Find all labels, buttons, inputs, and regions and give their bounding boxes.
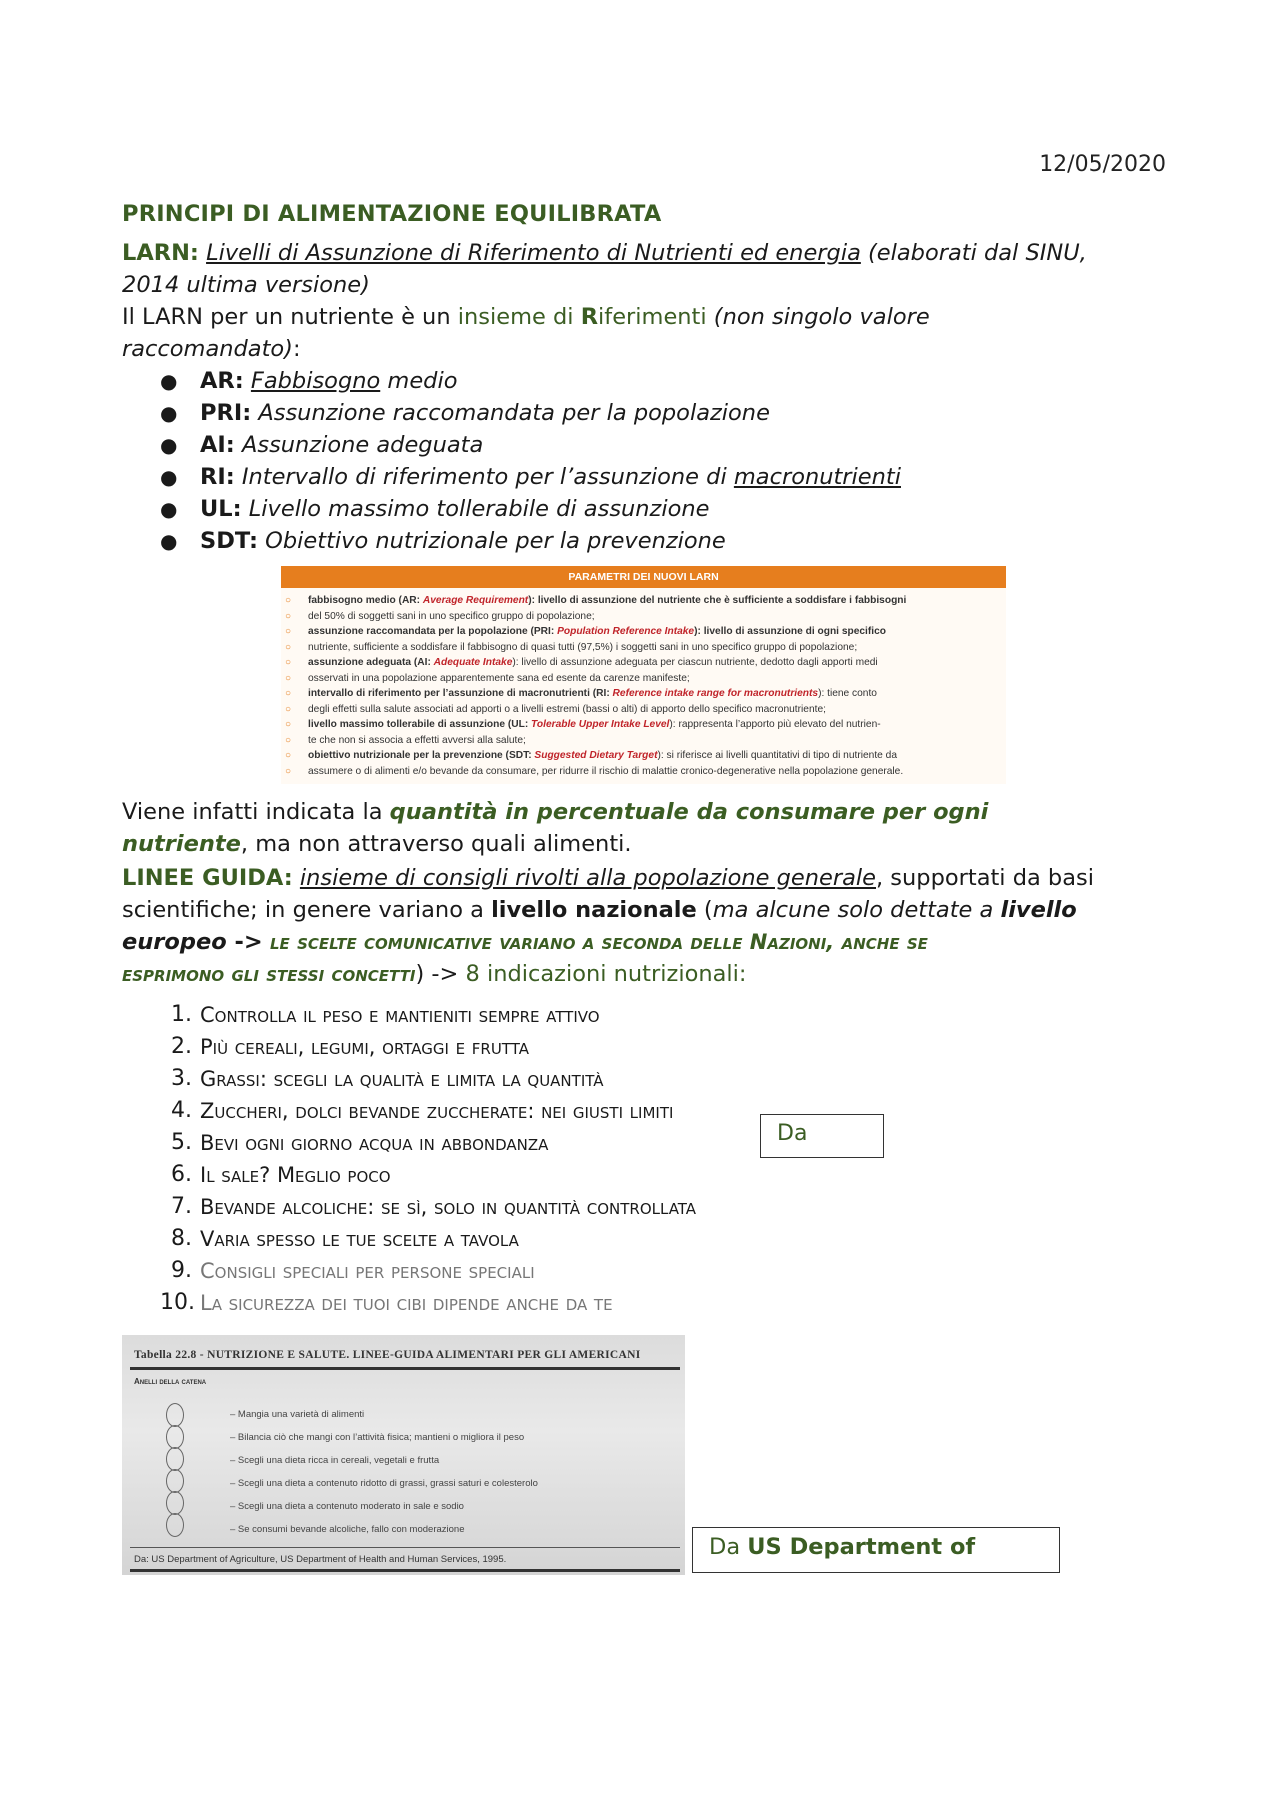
- bullet-icon: ●: [160, 529, 178, 553]
- linee-guida-paragraph: [122, 862, 1162, 990]
- us-table-title: Tabella 22.8 - NUTRIZIONE E SALUTE. LINEE-GUIDA ALIMENTARI PER GLI AMERICANI: [134, 1349, 641, 1361]
- larn-sentence-note-2: raccomandato): [122, 336, 293, 362]
- us-table-subtitle: Anelli della catena: [134, 1377, 207, 1386]
- ring-icon: ○ ○: [285, 688, 292, 715]
- list-item: 9. Consigli speciali per persone speciali: [171, 1258, 535, 1283]
- stessi-concetti: esprimono gli stessi concetti: [122, 962, 416, 986]
- list-item: [160, 429, 901, 461]
- larn-table-body: [281, 588, 1006, 779]
- comment-box[interactable]: Da: [760, 1114, 884, 1158]
- quantity-bold-1: quantità in percentuale da consumare per ogni: [389, 799, 989, 825]
- bullet-key: PRI:: [200, 400, 252, 426]
- document-date: 12/05/2020: [1039, 152, 1166, 177]
- bullet-text: Assunzione raccomandata per la popolazione: [258, 400, 770, 426]
- table-row: ○ ○ intervallo di riferimento per l’assunzione di macronutrienti (RI: Reference intake range for macronutrients): tiene conto degli effetti sulla salute associati ad apporti o a livelli estremi (bassi o alti) di apporto dello specifico macronutriente;: [285, 686, 998, 717]
- ring-icon: ○ ○: [285, 595, 292, 622]
- larn-sentence-pre: Il LARN per un nutriente è un: [122, 304, 451, 330]
- us-table-items: [230, 1403, 538, 1541]
- linee-guida-after: , supportati da basi: [876, 865, 1094, 891]
- list-item: 1. Controlla il peso e mantieniti sempre attivo: [171, 1002, 600, 1027]
- table-row: ○ ○ assunzione adeguata (AI: Adequate Intake): livello di assunzione adeguata per ciascun nutriente, dedotto dagli apporti medi osservati in una popolazione apparentemente sana ed esente da carenze manifeste;: [285, 655, 998, 686]
- larn-riferimenti: [581, 304, 707, 330]
- bullet-icon: ●: [160, 497, 178, 521]
- bullet-icon: ●: [160, 369, 178, 393]
- list-item: [160, 365, 901, 397]
- livello-bold: livello: [1000, 897, 1077, 923]
- list-item: [160, 461, 901, 493]
- table-row: ○ ○ fabbisogno medio (AR: Average Requirement): livello di assunzione del nutriente che è sufficiente a soddisfare i fabbisogni del 50% di soggetti sani in uno specifico gruppo di popolazione;: [285, 593, 998, 624]
- larn-riferimenti-initial: R: [580, 304, 599, 330]
- source-bold: US Department of: [747, 1534, 976, 1560]
- list-item: 10. La sicurezza dei tuoi cibi dipende anche da te: [160, 1290, 613, 1315]
- linee-guida-definition: insieme di consigli rivolti alla popolazione generale: [299, 865, 876, 891]
- table-row: ○ ○ assunzione raccomandata per la popolazione (PRI: Population Reference Intake): livello di assunzione di ogni specifico nutriente, sufficiente a soddisfare il fabbisogno di quasi tutti (97,5%) i soggetti sani in uno specifico gruppo di popolazione;: [285, 624, 998, 655]
- indicazioni: 8 indicazioni nutrizionali:: [465, 961, 747, 987]
- list-item: – Scegli una dieta a contenuto moderato in sale e sodio: [230, 1501, 464, 1512]
- chain-icon: [166, 1403, 192, 1553]
- larn-colon: :: [292, 336, 301, 362]
- larn-parameters-table: [281, 566, 1006, 784]
- bullet-text: Intervallo di riferimento per l’assunzione di macronutrienti: [241, 464, 901, 490]
- quantity-pre: Viene infatti indicata la: [122, 799, 390, 825]
- larn-label: LARN:: [122, 240, 199, 266]
- larn-definition: [122, 237, 1162, 301]
- list-item: 8. Varia spesso le tue scelte a tavola: [171, 1226, 519, 1251]
- bullet-text: Fabbisogno medio: [250, 368, 458, 394]
- bullet-key: AI:: [200, 432, 235, 458]
- bullet-key: SDT:: [200, 528, 258, 554]
- list-item: – Scegli una dieta ricca in cereali, vegetali e frutta: [230, 1455, 440, 1466]
- ring-icon: ○ ○: [285, 750, 292, 777]
- larn-note-2: 2014 ultima versione): [122, 272, 370, 298]
- divider: [130, 1569, 680, 1572]
- bullet-text: Livello massimo tollerabile di assunzione: [248, 496, 710, 522]
- us-table-footer: Da: US Department of Agriculture, US Department of Health and Human Services, 1995.: [134, 1554, 507, 1565]
- paren-close: ) ->: [415, 961, 466, 987]
- list-item: 3. Grassi: scegli la qualità e limita la quantità: [171, 1066, 604, 1091]
- list-item: 2. Più cereali, legumi, ortaggi e frutta: [171, 1034, 529, 1059]
- list-item: 6. Il sale? Meglio poco: [171, 1162, 391, 1187]
- livello-nazionale: livello nazionale: [491, 897, 697, 923]
- list-item: – Mangia una varietà di alimenti: [230, 1409, 365, 1420]
- bullet-icon: ●: [160, 401, 178, 425]
- scelte-comunicative: le scelte comunicative variano a seconda delle Nazioni, anche se: [262, 930, 928, 954]
- quantity-bold-2: nutriente: [122, 831, 241, 857]
- list-item: 4. Zuccheri, dolci bevande zuccherate: nei giusti limiti: [171, 1098, 674, 1123]
- list-item: – Bilancia ciò che mangi con l’attività fisica; mantieni o migliora il peso: [230, 1432, 525, 1443]
- table-row: ○ ○ livello massimo tollerabile di assunzione (UL: Tolerable Upper Intake Level): rappresenta l’apporto più elevato del nutrien- te che non si associa a effetti avversi alla salute;: [285, 717, 998, 748]
- linee-guida-line2: scientifiche; in genere variano a: [122, 897, 492, 923]
- list-item: 7. Bevande alcoliche: se sì, solo in quantità controllata: [171, 1194, 697, 1219]
- linee-guida-label: LINEE GUIDA:: [122, 865, 293, 891]
- source-box[interactable]: [692, 1527, 1060, 1573]
- larn-insieme: insieme di: [457, 304, 574, 330]
- larn-sentence: [122, 301, 1162, 365]
- list-item: 5. Bevi ogni giorno acqua in abbondanza: [171, 1130, 549, 1155]
- ring-icon: ○ ○: [285, 719, 292, 746]
- larn-table-header: PARAMETRI DEI NUOVI LARN: [281, 566, 1006, 588]
- larn-sentence-note-1: (non singolo valore: [713, 304, 930, 330]
- table-row: ○ ○ obiettivo nutrizionale per la prevenzione (SDT: Suggested Dietary Target): si riferisce ai livelli quantitativi di tipo di nutriente da assumere o di alimenti e/o bevande da consumare, per ridurre il rischio di malattie cronico-degenerative nella popolazione generale.: [285, 748, 998, 779]
- us-guidelines-table: [122, 1335, 685, 1575]
- ring-icon: ○ ○: [285, 626, 292, 653]
- bullet-key: AR:: [200, 368, 244, 394]
- bullet-icon: ●: [160, 433, 178, 457]
- linee-guida-italic: ma alcune solo dettate a: [712, 897, 1001, 923]
- list-item: – Scegli una dieta a contenuto ridotto di grassi, grassi saturi e colesterolo: [230, 1478, 538, 1489]
- guidelines-list: [160, 999, 696, 1319]
- europeo-bold: europeo: [122, 929, 227, 955]
- quantity-post: , ma non attraverso quali alimenti.: [240, 831, 632, 857]
- quantity-paragraph: [122, 796, 1162, 860]
- arrow: ->: [226, 929, 263, 955]
- larn-bullet-list: [160, 365, 901, 557]
- document-title: PRINCIPI DI ALIMENTAZIONE EQUILIBRATA: [122, 201, 662, 227]
- larn-note-1: (elaborati dal SINU,: [868, 240, 1087, 266]
- list-item: [160, 525, 901, 557]
- divider: [130, 1547, 680, 1548]
- list-item: [160, 397, 901, 429]
- bullet-key: RI:: [200, 464, 235, 490]
- paren-open: (: [696, 897, 713, 923]
- larn-definition-text: Livelli di Assunzione di Riferimento di Nutrienti ed energia: [206, 240, 861, 266]
- bullet-key: UL:: [200, 496, 242, 522]
- bullet-text: Obiettivo nutrizionale per la prevenzione: [265, 528, 726, 554]
- bullet-icon: ●: [160, 465, 178, 489]
- larn-riferimenti-rest: iferimenti: [598, 304, 707, 330]
- bullet-text: Assunzione adeguata: [241, 432, 484, 458]
- list-item: [160, 493, 901, 525]
- source-pre: Da: [709, 1534, 748, 1560]
- divider: [130, 1367, 680, 1370]
- list-item: – Se consumi bevande alcoliche, fallo con moderazione: [230, 1524, 465, 1535]
- ring-icon: ○ ○: [285, 657, 292, 684]
